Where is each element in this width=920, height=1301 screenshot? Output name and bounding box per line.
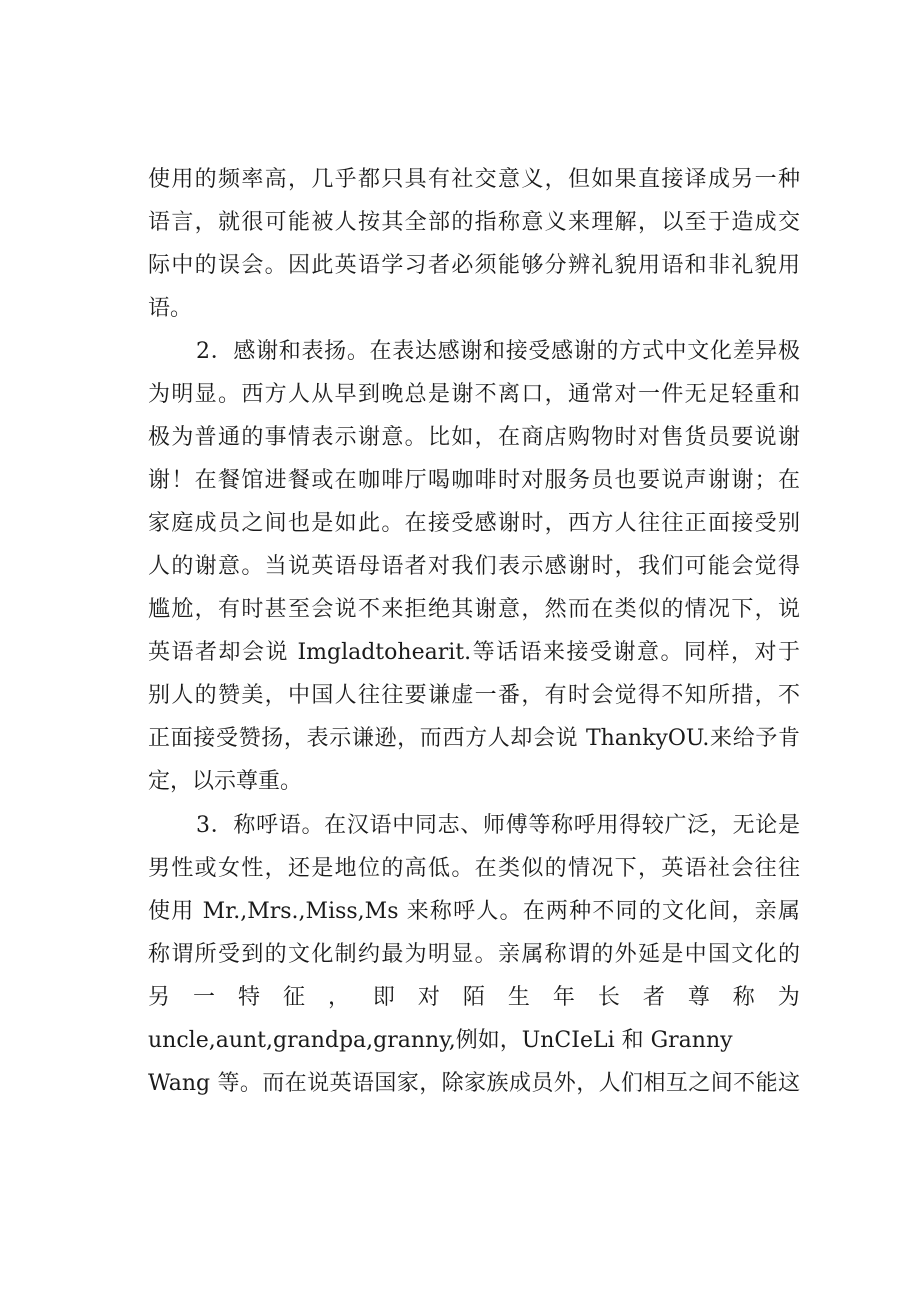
paragraph-2-line-5: 家庭成员之间也是如此。在接受感谢时，西方人往往正面接受别 — [148, 511, 800, 536]
spread-char: 特 — [237, 985, 260, 1010]
paragraph-2-line-1: 2．感谢和表扬。在表达感谢和接受感谢的方式中文化差异极 — [196, 339, 800, 364]
spread-char: 即 — [372, 985, 395, 1010]
paragraph-2-line-6: 人的谢意。当说英语母语者对我们表示感谢时，我们可能会觉得 — [148, 554, 800, 579]
paragraph-3-line-1: 3．称呼语。在汉语中同志、师傅等称呼用得较广泛，无论是 — [196, 813, 800, 838]
spread-char: 另 — [148, 985, 171, 1010]
spread-char: 者 — [642, 985, 665, 1010]
paragraph-2-line-9: 别人的赞美，中国人往往要谦虚一番，有时会觉得不知所措，不 — [148, 683, 800, 708]
spread-char: 生 — [507, 985, 530, 1010]
paragraph-2-line-10: 正面接受赞扬，表示谦逊，而西方人却会说 ThankyOU.来给予肯 — [148, 726, 800, 751]
paragraph-1-line-3: 际中的误会。因此英语学习者必须能够分辨礼貌用语和非礼貌用 — [148, 253, 800, 278]
paragraph-1-line-4: 语。 — [148, 296, 193, 321]
paragraph-1-line-2: 语言，就很可能被人按其全部的指称意义来理解，以至于造成交 — [148, 210, 800, 235]
paragraph-3-line-6: uncle,aunt,grandpa,granny,例如，UnCIeLi 和 Granny — [148, 1028, 733, 1053]
paragraph-3-line-4: 称谓所受到的文化制约最为明显。亲属称谓的外延是中国文化的 — [148, 942, 800, 967]
paragraph-3-spread-line — [148, 978, 800, 1018]
paragraph-2-line-8: 英语者却会说 Imgladtohearit.等话语来接受谢意。同样，对于 — [148, 640, 800, 665]
paragraph-2-line-7: 尴尬，有时甚至会说不来拒绝其谢意，然而在类似的情况下，说 — [148, 597, 800, 622]
spread-char: 年 — [552, 985, 575, 1010]
paragraph-1-line-1: 使用的频率高，几乎都只具有社交意义，但如果直接译成另一种 — [148, 167, 800, 192]
spread-char: ， — [327, 985, 350, 1010]
paragraph-2-line-4: 谢！在餐馆进餐或在咖啡厅喝咖啡时对服务员也要说声谢谢；在 — [148, 468, 800, 493]
paragraph-2-line-3: 极为普通的事情表示谢意。比如，在商店购物时对售货员要说谢 — [148, 425, 800, 450]
spread-char: 称 — [732, 985, 755, 1010]
spread-char: 尊 — [687, 985, 710, 1010]
spread-char: 陌 — [462, 985, 485, 1010]
spread-char: 一 — [192, 985, 215, 1010]
spread-char: 征 — [282, 985, 305, 1010]
paragraph-3-line-7: Wang 等。而在说英语国家，除家族成员外，人们相互之间不能这 — [148, 1071, 800, 1096]
paragraph-2-line-11: 定，以示尊重。 — [148, 769, 303, 794]
paragraph-2-line-2: 为明显。西方人从早到晚总是谢不离口，通常对一件无足轻重和 — [148, 382, 800, 407]
spread-char: 为 — [777, 985, 800, 1010]
spread-char: 对 — [417, 985, 440, 1010]
paragraph-3-line-3: 使用 Mr.,Mrs.,Miss,Ms 来称呼人。在两种不同的文化间，亲属 — [148, 899, 800, 924]
paragraph-3-line-2: 男性或女性，还是地位的高低。在类似的情况下，英语社会往往 — [148, 856, 800, 881]
spread-char: 长 — [597, 985, 620, 1010]
